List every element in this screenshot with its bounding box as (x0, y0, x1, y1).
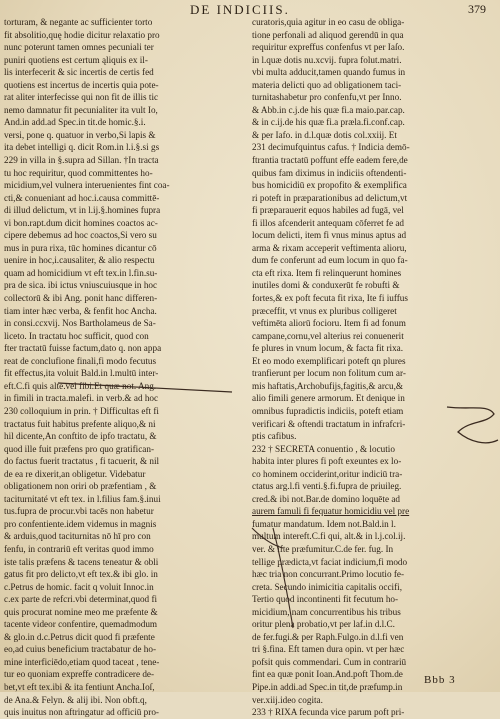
text-line: omnibus fupradictis indiciis, poteft etiam (252, 405, 404, 416)
text-line: pra de sica. ibi ictus vniuscuiusque in hoc (4, 280, 158, 291)
text-line: fi præparauerit equos habiles ad fugā, vel (252, 205, 404, 216)
text-line: tus.fupra de procur.vbi tacēs non habetur (4, 506, 154, 517)
text-line: ver.xiij.ideo cogita. (252, 694, 323, 705)
text-line: creta. Secundo inimicitia capitalis occifi, (252, 581, 403, 592)
text-line: rat aliter interfecisse qui non fit de illis tic (4, 92, 159, 103)
text-line: eft.C.fi quis alte.vel fibi.Et quæ not. Ang. (4, 380, 157, 391)
text-line: puniri quotiens est certum ąliquis ex il- (4, 54, 148, 65)
text-line: mis haftatis,Archobufijs,fagitis,& arcu,& (252, 380, 404, 391)
text-line: tacente videor confentire, quemadmodum (4, 619, 158, 630)
text-line: co hominem occiderint,oritur indiciū tra- (252, 468, 403, 479)
text-line: inutiles domi & conduxerūt fe robufti & (252, 280, 400, 291)
text-line: fint ea quæ ponit Ioan.And.poft Thom.de (252, 669, 403, 680)
text-line: quod ille fuit præfens pro quo gratifican- (4, 443, 155, 454)
text-line: de Ana.& Felyn. & alij ibi. Non obft.q, (4, 694, 147, 705)
text-line: mine interficiēdo,etiam quod taceat , tene- (4, 656, 160, 667)
text-line: multum intereft.C.fi qui, alt.& in l.j.col.ij. (252, 531, 406, 542)
text-line: campane,cornu,vel alterius rei conuenerit (252, 330, 404, 341)
text-line: ftrantia tractatū poffunt effe eadem fere,de (252, 155, 408, 166)
text-line: cred.& ibi not.Bar.de domino loquēte ad (252, 493, 400, 504)
text-line: ctatus arg.l.fi venti.§.fi.fupra de priuileg. (252, 481, 402, 492)
text-line: ri poteft in præparationibus ad delictum,vt (252, 192, 408, 203)
text-line: verificari & oftendi tractatum in infrafcri- (252, 418, 406, 429)
text-line: tu hoc requiritur, quod committentes ho- (4, 167, 153, 178)
text-line: materia delicti quo ad obligationem taci- (252, 79, 402, 90)
text-line: And.in add.ad Spec.in tit.de homic.§.i. (4, 117, 146, 128)
text-line: fit effectus,ita voluit Bald.in l.multū inter- (4, 368, 159, 379)
text-line: & per Iafo. in d.l.quæ dotis col.xxiij. Et (252, 129, 397, 140)
text-line: eo,ad cuius beneficium tractabatur de ho- (4, 644, 157, 655)
text-line: ptis cafibus. (252, 431, 297, 442)
text-line: pro confentiente.idem videmus in magnis (4, 518, 157, 529)
text-line: quotiens est incertus de incertis quia pote- (4, 79, 159, 90)
text-line: nunc poterunt tamen omnes pecuniali ter (4, 42, 154, 53)
signature-mark: Bbb 3 (424, 674, 456, 686)
text-line: cta eft rixa. Item fi relinquerunt homines (252, 267, 402, 278)
text-line: tractatus fuit habitus prefente aliquo,& ni (4, 418, 156, 429)
text-line: fi illos afcenderit antequam cōferret fe ad (252, 217, 405, 228)
text-line: ver. & ifte præfumitur.C.de fer. fug. In (252, 543, 394, 554)
text-line: liceto. In tractatu hoc sufficit, quod con (4, 330, 149, 341)
text-line: quibus fam diximus in indiciis oftendenti- (252, 167, 407, 178)
text-line: ita debet intelligi q. dicit Rom.in l.i.§.si gs (4, 142, 160, 153)
text-line: iste talis præfens & tacens teneatur & obli (4, 556, 159, 567)
text-line: arma & rixam acceperit veftimenta alioru, (252, 242, 407, 253)
text-line: turnitashabetur pro confenfu,vt per Inno. (252, 92, 402, 103)
text-line: præceffit, vt vnus ex pluribus colligeret (252, 305, 397, 316)
text-line: do factus fuerit tractatus , fi tacuerit, & nil (4, 456, 160, 467)
text-line: 230 colloquium in prin. † Difficultas eft fi (4, 405, 159, 416)
text-line: Tertio quod incontinenti fit fecutum ho- (252, 594, 399, 605)
text-line: & arduis,quod taciturnitas nō hī pro con (4, 531, 151, 542)
text-line: quis procurat nomine meo me præfente & (4, 606, 158, 617)
text-line: de ea re dixerit,an obligetur. Videbatur (4, 468, 146, 479)
running-head-title: DE INDICIIS. (190, 2, 290, 17)
text-line: tione perfonali ad aliquod gerendū in qua (252, 29, 404, 40)
text-line: bet,vt eft tex.ibi & ita fentiunt Ancha.Ioſ, (4, 681, 155, 692)
text-line: di illud delictum, vt in l.ij.§.homines fupra (4, 205, 161, 216)
text-line: fumatur mandatum. Idem not.Bald.in l. (252, 518, 396, 529)
text-line: fenfu, in contrariū eft veritas quod immo (4, 543, 154, 554)
text-line: requiritur expreffus confenfus vt per Iaſo. (252, 42, 405, 53)
text-line: tellige prædicta,vt faciat indicium,fi modo (252, 556, 408, 567)
text-line: micidium, nam concurrentibus his tribus (252, 606, 401, 617)
text-line: habita inter plures fi poft exeuntes ex lo- (252, 456, 402, 467)
text-line: alio fimili genere armorum. Et denique in (252, 393, 405, 404)
text-line: fit absolitio,quę hodie dicitur relaxatio pro (4, 29, 160, 40)
text-line: locum delicti, item fi vnus minus aptus ad (252, 230, 407, 241)
text-line: oritur plena probatio,vt per laf.in d.l.C. (252, 619, 395, 630)
text-line: micidium,vel vulnera interuenientes fint coa- (4, 180, 170, 191)
text-line: c.Petrus de homic. facit q voluit Innoc.in (4, 581, 154, 592)
text-line: hæc tria non concurrant.Primo locutio fe- (252, 569, 405, 580)
text-line: collectorū & ibi Ang. ponit hanc differen- (4, 293, 158, 304)
text-line: tranfierunt per locum non folitum cum ar- (252, 368, 406, 379)
text-line: 233 † RIXA fecunda vice parum poft pri- (252, 707, 405, 718)
text-line: gatus fit pro delicto,vt eft tex.& ibi glo. in (4, 569, 158, 580)
text-line: hil dicente,An conftito de ipfo tractatu, & (4, 431, 157, 442)
text-line: 231 decimufquintus cafus. † Indicia demō- (252, 142, 410, 153)
text-line: pofsit quis commendari. Cum in contrariū (252, 656, 407, 667)
text-line: mus in pura rixa, tūc homines dicantur cō (4, 242, 157, 253)
text-line: nemo damnatur fit pecunialiter ita vult Io, (4, 104, 158, 115)
text-line: bus homicidiū ex propofito & exemplifica (252, 180, 407, 191)
text-line: 229 in villa in §.supra ad Sillan. †In tracta (4, 155, 159, 166)
text-line: in fimili in tracta.malefi. in verb.& ad hoc (4, 393, 159, 404)
text-line: reat de conclufione finali,fi modo fecutus (4, 355, 157, 366)
text-line: de fer.fugi.& per Raph.Fulgo.in d.l.fi ven (252, 631, 404, 642)
text-line: torturam, & negante ac sufficienter torto (4, 17, 153, 27)
text-line: lis interfecerit & sic incertis de certis fed (4, 67, 154, 78)
text-line: curatoris,quia agitur in eo casu de obliga- (252, 17, 405, 27)
text-line: & glo.in d.c.Petrus dicit quod fi præfente (4, 631, 155, 642)
text-line: uenire in hoc,i.causaliter, & alio respectu (4, 255, 155, 266)
text-line: in l.quæ dotis nu.xcvij. fupra folut.matri. (252, 54, 402, 65)
text-line: cipere debemus ad hoc coactos,Si vero su (4, 230, 157, 241)
text-line: fe plures in vnum locum, & facta fit rixa. (252, 343, 404, 354)
text-line: Pipe.in addi.ad Spec.in tit,de præfump.in (252, 681, 403, 692)
text-line: fortes,& ex poft fecuta fit rixa, Ite fi iuffus (252, 293, 408, 304)
text-line: 232 † SECRETA conuentio , & locutio (252, 443, 395, 454)
text-line: cti,& conueniant ad hoc.i.causa committē- (4, 192, 160, 203)
text-line: vi bon.rapt.dum dicit homines coactos ac- (4, 217, 158, 228)
text-line: quam ad homicidium vt eft tex.in l.fin.su- (4, 267, 158, 278)
page-number: 379 (468, 2, 486, 16)
text-line: dum fe conferunt ad eum locum in quo fa- (252, 255, 408, 266)
text-line: aurem famuli fi fequatur homicidiu vel pre (252, 506, 410, 517)
text-line: in consi.ccxvij. Nos Bartholameus de Sa- (4, 318, 156, 329)
text-line: quis inuitus non aftringatur ad officiū pro- (4, 707, 159, 718)
text-line: taciturnitaté vt eft tex. in l.filius fam.§.inui (4, 493, 161, 504)
text-line: tiam inter hæc verba, & fenfit hoc Ancha. (4, 305, 157, 316)
text-line: Et eo modo exemplificari poteft qn plures (252, 355, 406, 366)
text-line: c.ex parte de refcri.vbi determinat,quod fi (4, 594, 158, 605)
text-line: veftimēta aliorū focioru. Item fi ad fonum (252, 318, 406, 329)
text-line: tur eo quoniam expreffe contradicere de- (4, 669, 155, 680)
text-line: versi, pone q. quatuor in verbo,Si lapis & (4, 129, 156, 140)
text-line: & Abb.in c.j.de his quæ fi.a maio.par.cap. (252, 104, 405, 115)
text-line: tri §.fina. Eft tamen dura opin. vt per hæc (252, 644, 405, 655)
text-line: fter tractatū fuisse factum,dato q. non appa (4, 343, 162, 354)
text-line: obligationem non oriri ob præfentiam , & (4, 481, 157, 492)
text-line: & in c.ij.de his quæ fi.a præla.fi.conf.cap. (252, 117, 405, 128)
text-line: vbi multa adducit,tamen quando fumus in (252, 67, 406, 78)
